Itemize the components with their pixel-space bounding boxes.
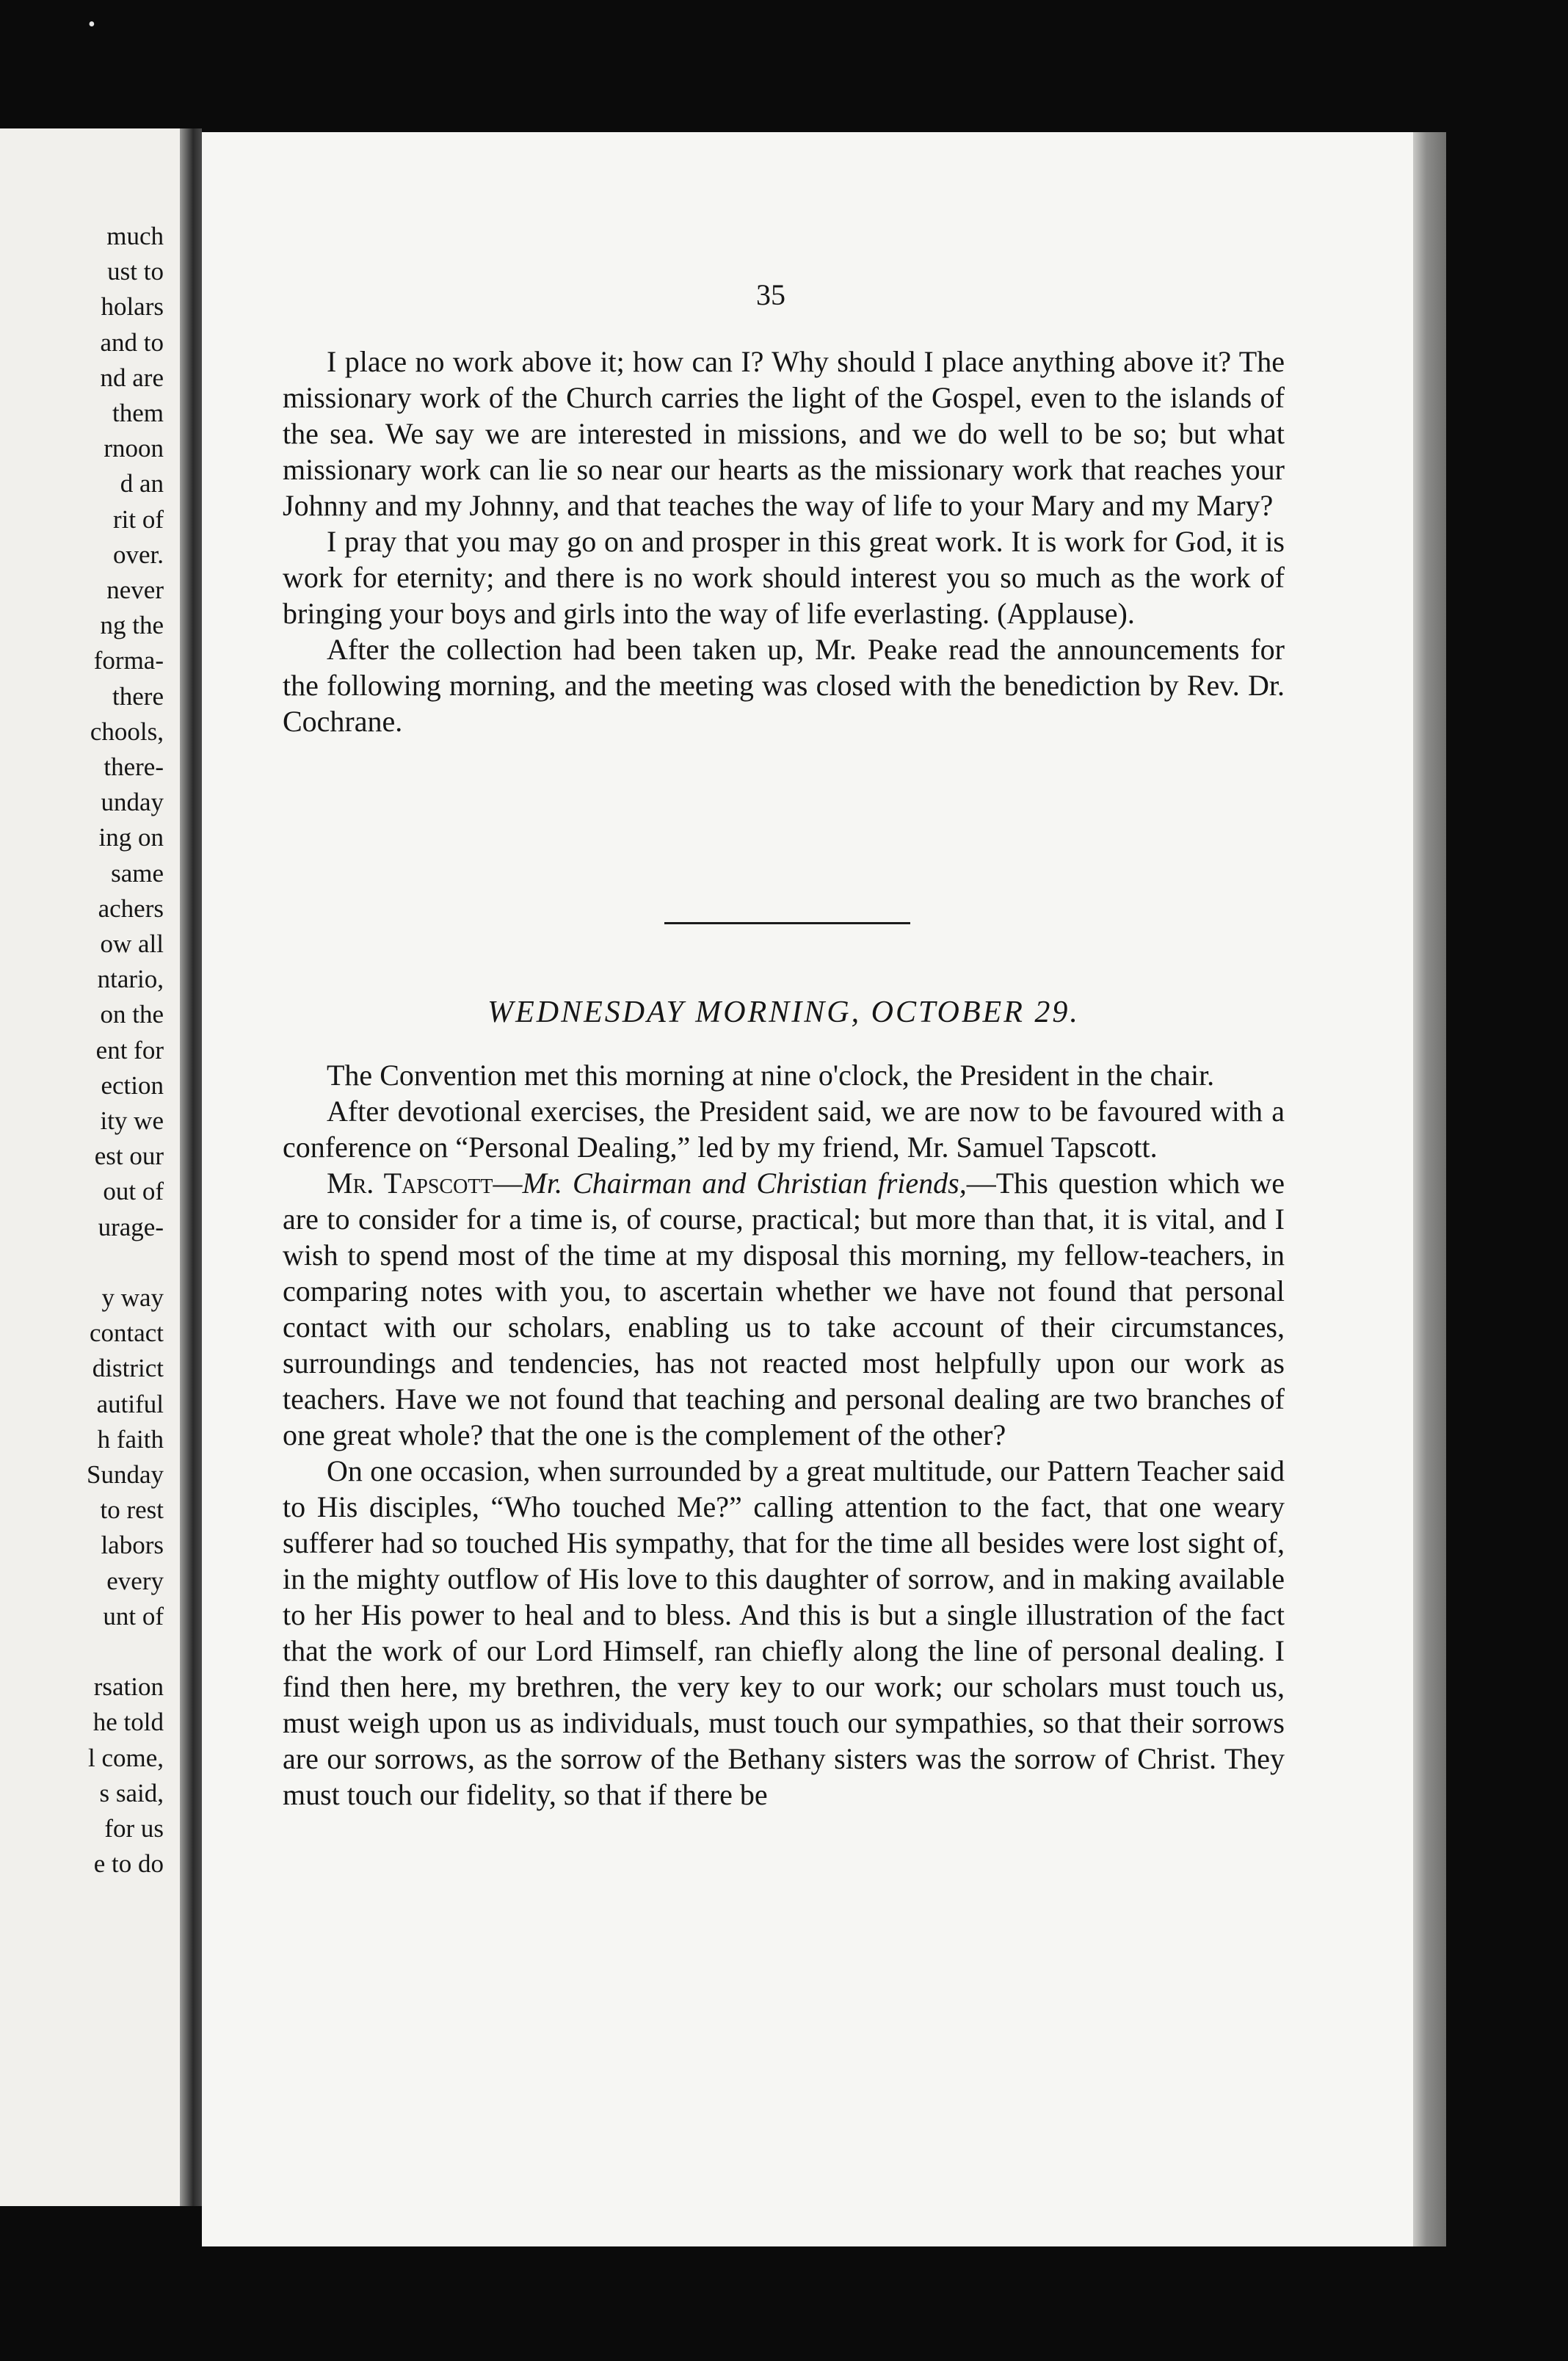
left-page-line: he told: [92, 1708, 164, 1737]
paragraph-pattern-teacher: On one occasion, when surrounded by a great multitude, our Pattern Teacher said to His disciples, “Who touched Me?” calling attention to the fact, that one weary sufferer had so touched His sympathy, that for the time all besides were lost sight of, in the mighty outflow of His love to this daughter of sorrow, and in making available to her His power to heal and to bless. And this is but a single illustration of the fact that the work of our Lord Himself, ran chiefly along the line of personal dealing. I find then here, my brethren, the very key to our work; our scholars must touch us, must weigh upon us as individuals, must touch our sympathies, so that their sorrows are our sorrows, as the sorrow of the Bethany sisters was the sorrow of Christ. They must touch our fidelity, so that if there be: [283, 1454, 1285, 1811]
left-page-line: nd are: [100, 363, 164, 392]
left-page-line: unday: [101, 788, 164, 817]
paragraph-convention: The Convention met this morning at nine o'clock, the President in the chair.: [327, 1059, 1215, 1092]
left-page-line: ow all: [100, 929, 164, 958]
left-page-line: ust to: [107, 257, 164, 286]
left-page-line: rnoon: [104, 434, 164, 463]
left-page-line: district: [92, 1354, 164, 1383]
book-gutter: [180, 128, 202, 2206]
speaker-name: Mr. Tapscott: [327, 1167, 493, 1200]
left-page-line: ng the: [100, 611, 164, 640]
left-page-line: on the: [100, 1000, 164, 1029]
paragraph-devotional: After devotional exercises, the President said, we are now to be favoured with a conference on “Personal Dealing,” led by my friend, Mr. Samuel Tapscott.: [283, 1095, 1285, 1164]
page-edge: [1413, 132, 1446, 2246]
left-page-line: over.: [112, 540, 164, 569]
left-page-line: d an: [120, 469, 164, 498]
left-page-line: s said,: [99, 1778, 164, 1807]
left-page-line: contact: [89, 1319, 164, 1348]
left-page-line: never: [106, 576, 164, 604]
left-page-line: ntario,: [97, 965, 164, 994]
left-page-line: y way: [101, 1283, 164, 1312]
left-page-line: them: [112, 399, 164, 427]
section-heading: WEDNESDAY MORNING, OCTOBER 29.: [487, 995, 1080, 1029]
left-page-line: there: [112, 681, 164, 711]
left-page-line: same: [111, 858, 164, 888]
left-page-line: rsation: [93, 1672, 164, 1702]
speaker-text: This question which we are to consider for a time is, of course, practical; but more than that, it is vital, and I wish to spend most of the time at my disposal this morning, my fellow-teachers, in comparing notes with you, to ascertain whether we have not found that personal contact with our scholars, enabling us to take account of their circumstances, surroundings and tendencies, has not reacted most helpfully upon our work as teachers. Have we not found that teaching and personal dealing are two branches of one great whole? that the one is the complement of the other?: [283, 1167, 1285, 1451]
bottom-text-block: [283, 1057, 1285, 1813]
left-page-line: holars: [101, 292, 164, 322]
top-text-block: [283, 344, 1285, 739]
left-page-line: there-: [104, 752, 164, 781]
section-divider: [664, 922, 910, 924]
left-page-line: labors: [101, 1531, 164, 1560]
left-page-line: out of: [103, 1177, 164, 1206]
left-page-line: autiful: [96, 1389, 164, 1418]
left-page-line: urage-: [98, 1212, 164, 1241]
page-number: 35: [756, 278, 785, 311]
left-page-line: h faith: [97, 1424, 164, 1454]
left-page-line: ection: [101, 1070, 164, 1100]
left-page-line: chools,: [90, 717, 164, 746]
left-page-line: to rest: [100, 1495, 164, 1525]
left-page-line: l come,: [87, 1743, 164, 1772]
speaker-address: Mr. Chairman and Christian friends,: [522, 1167, 967, 1200]
left-page-line: ity we: [100, 1106, 164, 1135]
left-page-line: and to: [100, 327, 164, 357]
left-page-line: forma-: [93, 646, 164, 675]
left-page-line: every: [106, 1566, 164, 1595]
left-page: [0, 128, 180, 2206]
corner-mark: •: [88, 13, 95, 36]
left-page-line: unt of: [103, 1601, 164, 1631]
left-page-line: ent for: [95, 1035, 164, 1065]
left-page-line: achers: [98, 893, 164, 923]
paragraph-missionary-work: I place no work above it; how can I? Why should I place anything above it? The missionary work of the Church carries the light of the Gospel, even to the islands of the sea. We say we are interested in missions, and we do well to be so; but what missionary work can lie so near our hearts as the missionary work that reaches your Johnny and my Johnny, and that teaches the way of life to your Mary and my Mary?: [283, 345, 1285, 522]
paragraph-prayer: I pray that you may go on and prosper in this great work. It is work for God, it is work for eternity; and there is no work should interest you so much as the work of bringing your boys and girls into the way of life everlasting. (Applause).: [283, 525, 1285, 630]
left-page-line: ing on: [98, 823, 164, 852]
paragraph-tapscott: Mr. Tapscott—Mr. Chairman and Christian friends,—This question which we are to consider for a time is, of course, practical; but more than that, it is vital, and I wish to spend most of the time at my disposal this morning, my fellow-teachers, in comparing notes with you, to ascertain whether we have not found that personal contact with our scholars, enabling us to take account of their circumstances, surroundings and tendencies, has not reacted most helpfully upon our work as teachers. Have we not found that teaching and personal dealing are two branches of one great whole? that the one is the complement of the other?: [283, 1167, 1285, 1451]
left-page-line: for us: [104, 1814, 164, 1843]
left-page-line: rit of: [112, 504, 164, 534]
left-page-line: e to do: [93, 1849, 164, 1879]
left-page-line: est our: [94, 1142, 164, 1171]
left-page-line: Sunday: [87, 1460, 164, 1489]
paragraph-collection: After the collection had been taken up, Mr. Peake read the announcements for the following morning, and the meeting was closed with the benediction by Rev. Dr. Cochrane.: [283, 633, 1285, 738]
left-page-line: much: [106, 222, 164, 250]
